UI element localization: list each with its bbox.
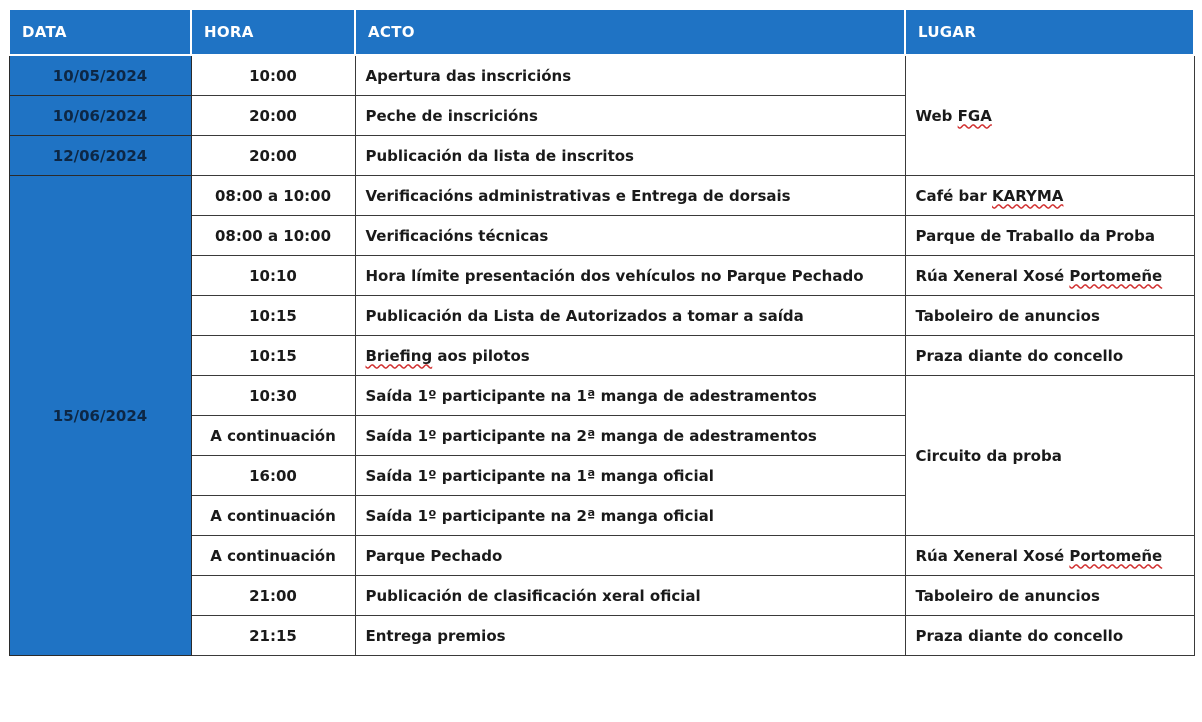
- act-cell: Entrega premios: [355, 616, 905, 656]
- date-cell: 15/06/2024: [9, 176, 191, 656]
- place-text-underlined: KARYMA: [992, 186, 1064, 205]
- place-cell: [905, 55, 1194, 176]
- act-cell: Parque Pechado: [355, 536, 905, 576]
- place-text-underlined: Portomeñe: [1069, 266, 1163, 285]
- header-hora: HORA: [191, 9, 355, 55]
- place-text-underlined: FGA: [957, 106, 992, 125]
- place-text-underlined: Portomeñe: [1069, 546, 1163, 565]
- hour-cell: A continuación: [191, 416, 355, 456]
- table-row: [9, 55, 1194, 96]
- hour-cell: A continuación: [191, 536, 355, 576]
- act-cell: Verificacións administrativas e Entrega de dorsais: [355, 176, 905, 216]
- act-cell: Peche de inscricións: [355, 96, 905, 136]
- date-cell: 10/06/2024: [9, 96, 191, 136]
- act-cell: Apertura das inscricións: [355, 55, 905, 96]
- hour-cell: 10:30: [191, 376, 355, 416]
- hour-cell: 10:15: [191, 296, 355, 336]
- date-cell: 12/06/2024: [9, 136, 191, 176]
- act-cell: Saída 1º participante na 1ª manga de adestramentos: [355, 376, 905, 416]
- header-row: [9, 9, 1194, 55]
- act-cell: Verificacións técnicas: [355, 216, 905, 256]
- place-cell: Parque de Traballo da Proba: [905, 216, 1194, 256]
- place-text: Rúa Xeneral Xosé: [915, 266, 1070, 285]
- schedule-table: [8, 8, 1195, 656]
- act-cell: Saída 1º participante na 2ª manga oficial: [355, 496, 905, 536]
- hour-cell: 10:10: [191, 256, 355, 296]
- place-cell: Taboleiro de anuncios: [905, 296, 1194, 336]
- header-data: DATA: [9, 9, 191, 55]
- place-text: Rúa Xeneral Xosé: [915, 546, 1070, 565]
- place-cell: Taboleiro de anuncios: [905, 576, 1194, 616]
- hour-cell: A continuación: [191, 496, 355, 536]
- schedule-page: [8, 8, 1198, 718]
- act-cell: Saída 1º participante na 1ª manga oficial: [355, 456, 905, 496]
- header-acto: ACTO: [355, 9, 905, 55]
- place-cell: [905, 176, 1194, 216]
- act-cell: [355, 336, 905, 376]
- table-row: [9, 176, 1194, 216]
- place-text: Café bar: [915, 186, 993, 205]
- header-lugar: LUGAR: [905, 9, 1194, 55]
- hour-cell: 21:15: [191, 616, 355, 656]
- hour-cell: 08:00 a 10:00: [191, 176, 355, 216]
- act-cell: Publicación de clasificación xeral oficial: [355, 576, 905, 616]
- hour-cell: 10:15: [191, 336, 355, 376]
- place-cell: Praza diante do concello: [905, 336, 1194, 376]
- act-cell: Publicación da Lista de Autorizados a tomar a saída: [355, 296, 905, 336]
- place-cell: [905, 536, 1194, 576]
- hour-cell: 16:00: [191, 456, 355, 496]
- date-cell: 10/05/2024: [9, 55, 191, 96]
- act-cell: Hora límite presentación dos vehículos no Parque Pechado: [355, 256, 905, 296]
- hour-cell: 10:00: [191, 55, 355, 96]
- act-text-underlined: Briefing: [365, 346, 433, 365]
- act-cell: Publicación da lista de inscritos: [355, 136, 905, 176]
- place-cell: Circuito da proba: [905, 376, 1194, 536]
- hour-cell: 08:00 a 10:00: [191, 216, 355, 256]
- place-cell: [905, 256, 1194, 296]
- place-text: Web: [915, 106, 958, 125]
- act-cell: Saída 1º participante na 2ª manga de adestramentos: [355, 416, 905, 456]
- act-text: aos pilotos: [432, 346, 530, 365]
- hour-cell: 21:00: [191, 576, 355, 616]
- place-cell: Praza diante do concello: [905, 616, 1194, 656]
- hour-cell: 20:00: [191, 136, 355, 176]
- hour-cell: 20:00: [191, 96, 355, 136]
